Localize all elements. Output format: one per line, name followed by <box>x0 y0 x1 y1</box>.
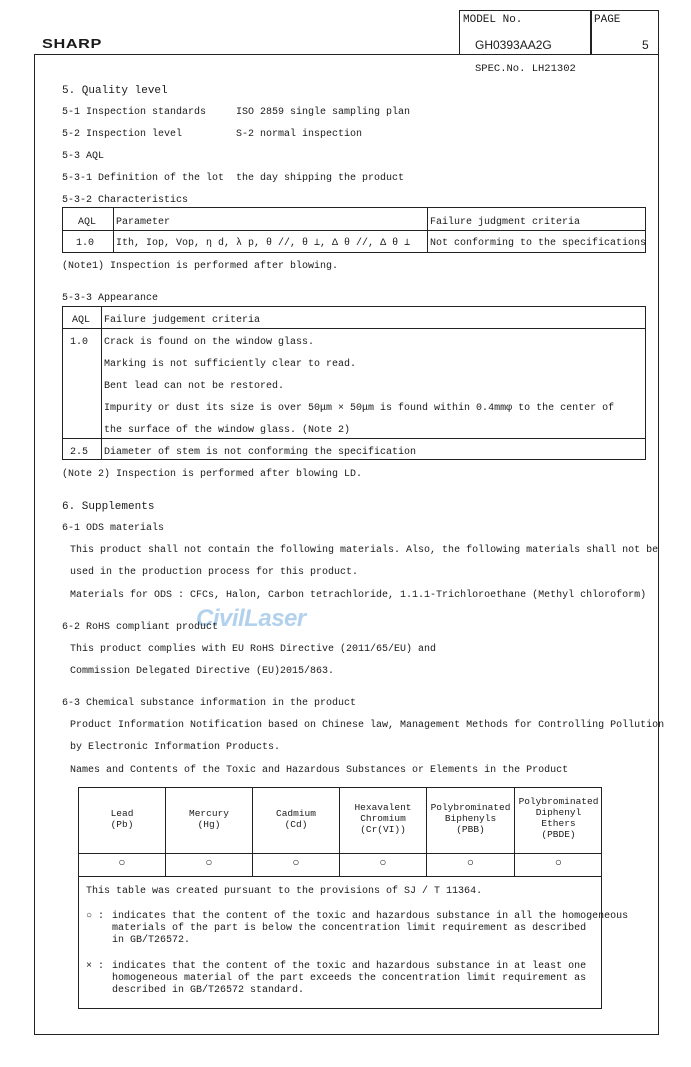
app-row1-aql: 1.0 <box>70 337 89 348</box>
note-cross-text: described in GB/T26572 standard. <box>112 985 305 996</box>
mark-lead: ○ <box>118 856 126 870</box>
table-divider <box>78 853 602 854</box>
watermark: CivilLaser <box>196 605 306 632</box>
app-header-aql: AQL <box>72 315 91 326</box>
chem-text: by Electronic Information Products. <box>70 742 281 753</box>
header-hexavalent-chromium: Hexavalent Chromium (Cr(VI)) <box>354 802 412 835</box>
char-row-aql: 1.0 <box>76 238 95 249</box>
note-circle-symbol: ○ : <box>86 911 105 922</box>
inspection-level-label: 5-2 Inspection level <box>62 129 183 140</box>
table-divider <box>62 230 646 231</box>
page-number: 5 <box>642 38 649 52</box>
mark-pbb: ○ <box>466 856 475 870</box>
note-cross-text: homogeneous material of the part exceeds the concentration limit requirement as <box>112 973 587 984</box>
app-criterion: Crack is found on the window glass. <box>104 337 315 348</box>
rohs-text: This product complies with EU RoHS Directive (2011/65/EU) and <box>70 644 437 655</box>
spec-number: SPEC.No. LH21302 <box>475 63 576 75</box>
char-header-parameter: Parameter <box>116 217 171 228</box>
table-divider <box>62 328 646 329</box>
section-6-title: 6. Supplements <box>62 501 155 513</box>
table-divider <box>101 306 102 460</box>
lot-definition-label: 5-3-1 Definition of the lot <box>62 173 225 184</box>
mark-mercury: ○ <box>205 856 213 870</box>
app-row2-aql: 2.5 <box>70 447 89 458</box>
char-row-parameter: Ith, Iop, Vop, η d, λ p, θ //, θ ⊥, Δ θ //, Δ θ ⊥ <box>116 238 411 249</box>
mark-pbde: ○ <box>554 856 563 870</box>
section-5-title: 5. Quality level <box>62 85 168 97</box>
rohs-title: 6-2 RoHS compliant product <box>62 622 219 633</box>
table-divider <box>78 876 602 877</box>
app-criterion: Bent lead can not be restored. <box>104 381 285 392</box>
note-1: (Note1) Inspection is performed after blowing. <box>62 261 339 272</box>
note-circle-text: materials of the part is below the concentration limit requirement as described <box>112 923 587 934</box>
characteristics-title: 5-3-2 Characteristics <box>62 195 189 206</box>
app-criterion: the surface of the window glass. (Note 2) <box>104 425 351 436</box>
ods-text: used in the production process for this product. <box>70 567 359 578</box>
header-mercury: Mercury (Hg) <box>189 808 229 830</box>
app-criterion: Diameter of stem is not conforming the specification <box>104 447 417 458</box>
char-row-failure: Not conforming to the specifications <box>430 238 647 249</box>
header-lead: Lead (Pb) <box>110 808 134 830</box>
header-divider <box>590 10 592 54</box>
char-header-failure: Failure judgment criteria <box>430 217 581 228</box>
model-value: GH0393AA2G <box>475 38 552 52</box>
rohs-text: Commission Delegated Directive (EU)2015/863. <box>70 666 335 677</box>
note-circle-text: in GB/T26572. <box>112 935 191 946</box>
table-note-main: This table was created pursuant to the provisions of SJ / T 11364. <box>86 886 483 897</box>
model-label: MODEL No. <box>463 14 523 26</box>
header-cadmium: Cadmium (Cd) <box>276 808 316 830</box>
mark-cadmium: ○ <box>292 856 300 870</box>
table-divider <box>62 438 646 439</box>
char-header-aql: AQL <box>78 217 97 228</box>
chem-text: Product Information Notification based on Chinese law, Management Methods for Controlling Pollution <box>70 720 665 731</box>
sharp-logo: SHARP <box>42 36 103 51</box>
ods-text: This product shall not contain the following materials. Also, the following materials shall not be <box>70 545 659 556</box>
note-cross-text: indicates that the content of the toxic and hazardous substance in at least one <box>112 961 587 972</box>
appearance-title: 5-3-3 Appearance <box>62 293 159 304</box>
chem-text: Names and Contents of the Toxic and Hazardous Substances or Elements in the Product <box>70 765 569 776</box>
ods-text: Materials for ODS : CFCs, Halon, Carbon tetrachloride, 1.1.1-Trichloroethane (Methyl chloroform) <box>70 590 647 601</box>
note-circle-text: indicates that the content of the toxic and hazardous substance in all the homogeneous <box>112 911 629 922</box>
app-criterion: Marking is not sufficiently clear to read. <box>104 359 357 370</box>
page-label: PAGE <box>594 14 621 26</box>
note-2: (Note 2) Inspection is performed after blowing LD. <box>62 469 363 480</box>
inspection-level-value: S-2 normal inspection <box>236 129 363 140</box>
mark-chromium: ○ <box>379 856 387 870</box>
inspection-standards-label: 5-1 Inspection standards <box>62 107 207 118</box>
lot-definition-value: the day shipping the product <box>236 173 405 184</box>
aql-title: 5-3 AQL <box>62 151 105 162</box>
header-pbb: Polybrominated Biphenyls (PBB) <box>430 802 511 835</box>
inspection-standards-value: ISO 2859 single sampling plan <box>236 107 411 118</box>
header-pbde: Polybrominated Diphenyl Ethers (PBDE) <box>518 796 599 840</box>
ods-title: 6-1 ODS materials <box>62 523 165 534</box>
app-criterion: Impurity or dust its size is over 50μm × 50μm is found within 0.4mmφ to the center of <box>104 403 615 414</box>
note-cross-symbol: × : <box>86 961 105 972</box>
chem-title: 6-3 Chemical substance information in the product <box>62 698 357 709</box>
app-header-failure: Failure judgement criteria <box>104 315 261 326</box>
